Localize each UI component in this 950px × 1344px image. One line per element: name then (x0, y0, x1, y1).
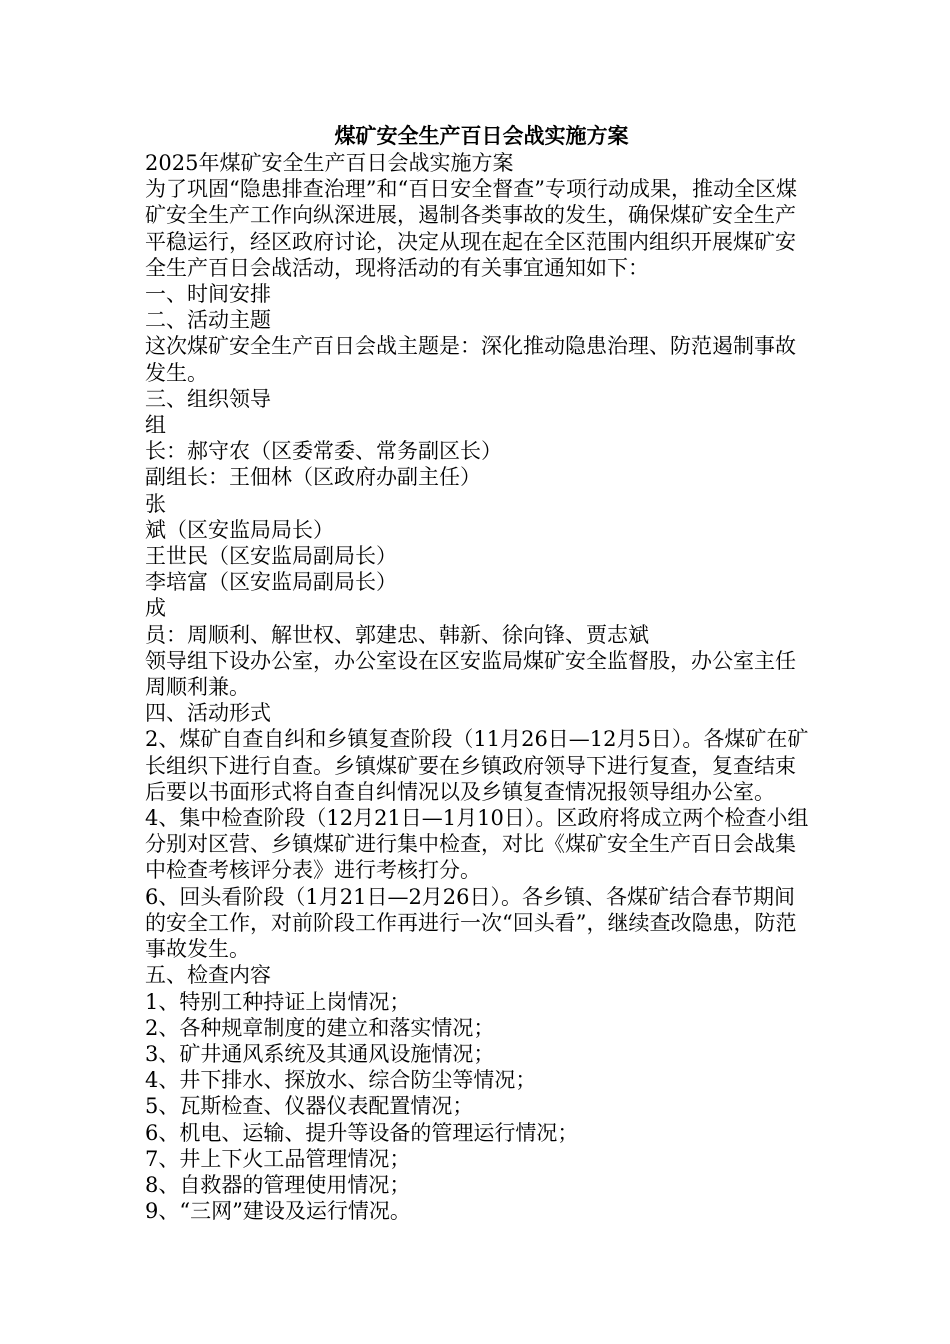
paragraph-stage-review: 6、回头看阶段（1月21日—2月26日）。各乡镇、各煤矿结合春节期间的安全工作，对前阶段工作再进行一次“回头看”，继续查改隐患，防范事故发生。 (145, 884, 797, 962)
paragraph-line: 李培富（区安监局副局长） (145, 570, 397, 595)
list-item: 7、井上下火工品管理情况； (145, 1146, 411, 1171)
paragraph-stage-centralized-check: 4、集中检查阶段（12月21日—1月10日）。区政府将成立两个检查小组分别对区营、乡镇煤矿进行集中检查，对比《煤矿安全生产百日会战集中检查考核评分表》进行考核打分。 (145, 806, 809, 883)
list-item: 2、各种规章制度的建立和落实情况； (145, 1015, 495, 1040)
heading-time-arrangement: 一、时间安排 (145, 282, 271, 307)
list-item: 9、“三网”建设及运行情况。 (145, 1199, 411, 1224)
list-item: 6、机电、运输、提升等设备的管理运行情况； (145, 1120, 579, 1145)
paragraph-office: 领导组下设办公室，办公室设在区安监局煤矿安全监督股，办公室主任周顺利兼。 (145, 648, 796, 700)
paragraph-line: 成 (145, 596, 166, 621)
paragraph-line: 副组长：王佃林（区政府办副主任） (145, 465, 481, 490)
paragraph-subtitle: 2025年煤矿安全生产百日会战实施方案 (145, 151, 514, 175)
paragraph-line: 张 (145, 491, 166, 516)
paragraph-theme: 这次煤矿安全生产百日会战主题是：深化推动隐患治理、防范遏制事故发生。 (145, 334, 796, 385)
document-title: 煤矿安全生产百日会战实施方案 (334, 123, 629, 148)
heading-leadership: 三、组织领导 (145, 386, 271, 411)
paragraph-stage-self-check: 2、煤矿自查自纠和乡镇复查阶段（11月26日—12月5日）。各煤矿在矿长组织下进行自查。乡镇煤矿要在乡镇政府领导下进行复查，复查结束后要以书面形式将自查自纠情况以及乡镇复查情况报领导组办公室。 (145, 727, 809, 804)
list-item: 8、自救器的管理使用情况； (145, 1172, 411, 1197)
heading-inspection-content: 五、检查内容 (145, 963, 271, 988)
heading-activity-theme: 二、活动主题 (145, 308, 271, 333)
paragraph-line: 组 (145, 413, 166, 438)
paragraph-line: 王世民（区安监局副局长） (145, 544, 397, 569)
document-body (145, 122, 810, 1224)
paragraph-line: 长：郝守农（区委常委、常务副区长） (145, 439, 502, 464)
list-item: 4、井下排水、探放水、综合防尘等情况； (145, 1068, 537, 1093)
list-item: 5、瓦斯检查、仪器仪表配置情况； (145, 1094, 474, 1119)
list-item: 1、特别工种持证上岗情况； (145, 989, 411, 1014)
paragraph-line: 斌（区安监局局长） (145, 517, 334, 542)
paragraph-line: 员：周顺利、解世权、郭建忠、韩新、徐向锋、贾志斌 (145, 622, 649, 647)
paragraph-intro: 为了巩固“隐患排查治理”和“百日安全督查”专项行动成果，推动全区煤矿安全生产工作向纵深进展，遏制各类事故的发生，确保煤矿安全生产平稳运行，经区政府讨论，决定从现在起在全区范围内组织开展煤矿安全生产百日会战活动，现将活动的有关事宜通知如下： (145, 177, 797, 280)
list-item: 3、矿井通风系统及其通风设施情况； (145, 1041, 495, 1066)
heading-activity-form: 四、活动形式 (145, 701, 271, 726)
